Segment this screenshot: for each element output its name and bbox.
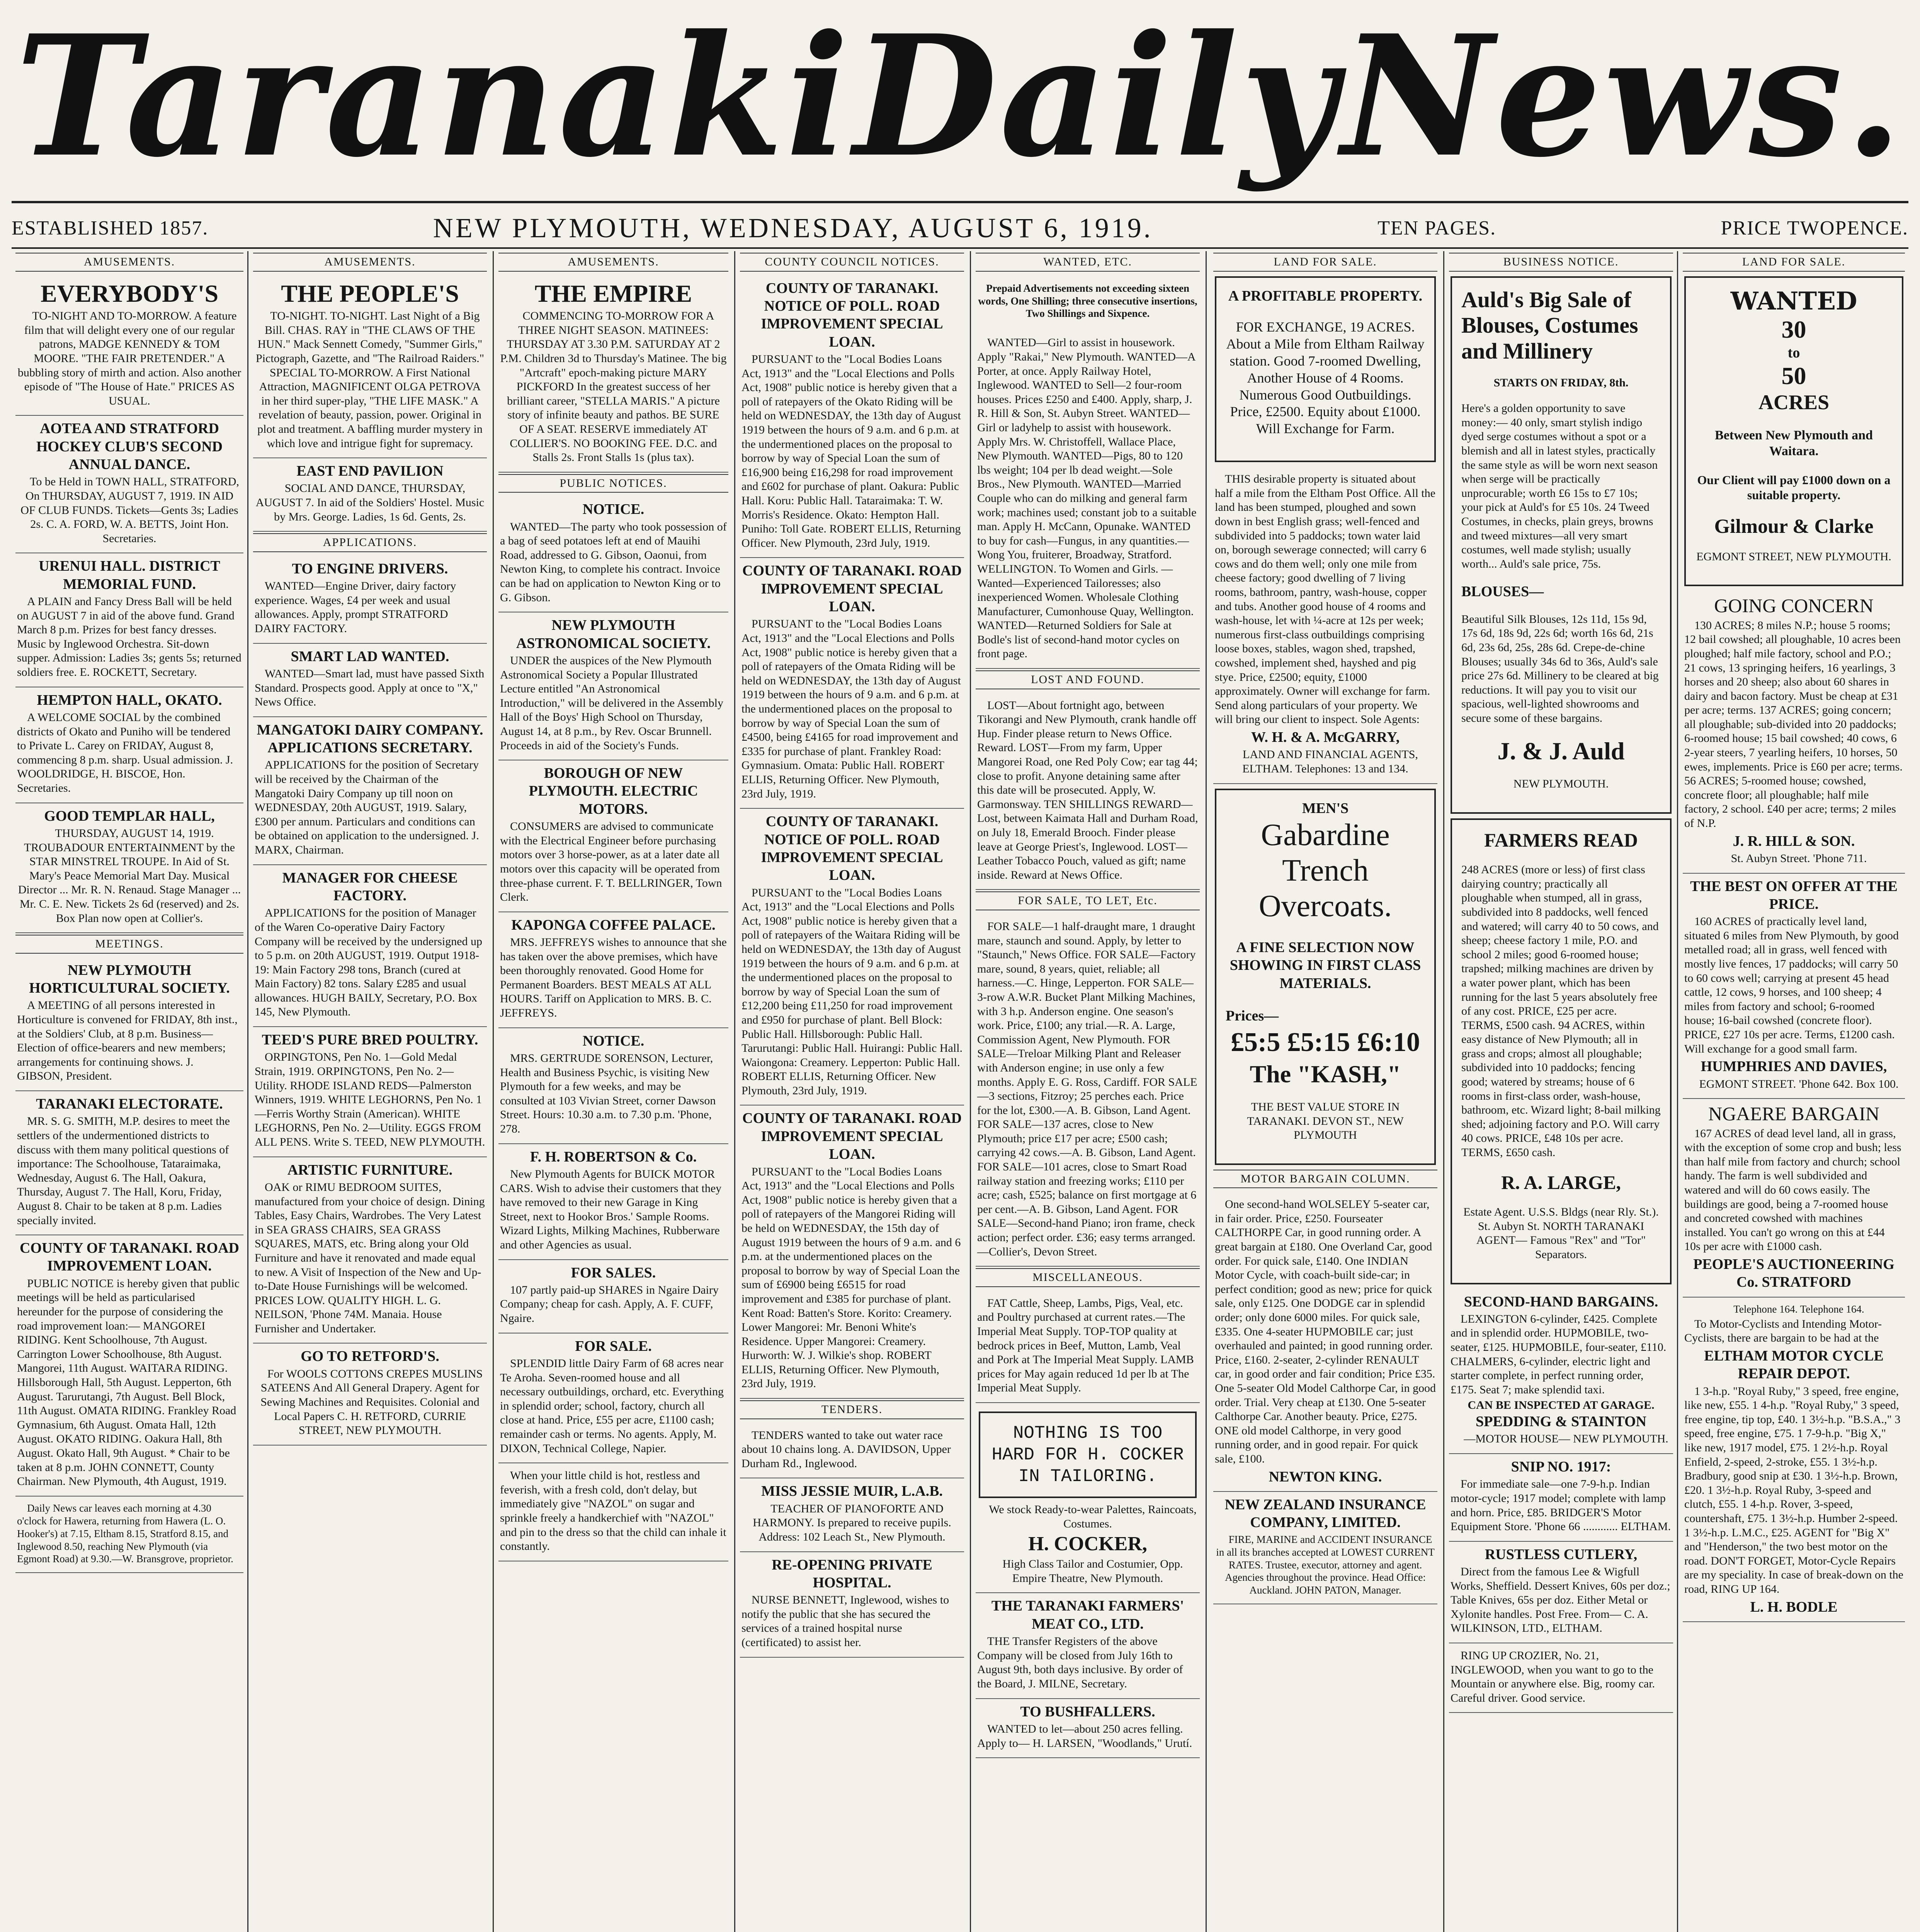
ad-body: A PLAIN and Fancy Dress Ball will be held on AUGUST 7 in aid of the above fund. Grand March 8 p.m. Prizes for best fancy dresses. Music by Inglewood Orchestra. Sit-down supper. Admission: Ladies 3s; gents 5s; returned soldiers free. E. ROCKETT, Secretary. <box>17 595 241 679</box>
ad-body: 167 ACRES of dead level land, all in grass, with the exception of some crop and bush; less than half mile from factory and church; school handy. The farm is well subdivided and watered and will do 60 cows easily. The buildings are good, being a 7-roomed house and concreted cowshed with machines installed. You can't go wrong on this at £44 10s per acre with £1000 cash. <box>1684 1127 1901 1253</box>
ad-motor-bargains <box>1213 1192 1437 1492</box>
ad-body: PURSUANT to the "Local Bodies Loans Act, 1913" and the "Local Elections and Polls Act, 1908" public notice is hereby given that a poll of ratepayers of the Waitara Riding will be held on WEDNESDAY, the 13th day of August 1919 between the hours of 9 a.m. and 6 p.m. at the undermentioned places on the proposal to borrow by way of Special Loan the sum of £12,200 being £11,250 for road improvement and £950 for purchase of plant. Bell Block: Public Hall. Hillsborough: Public Hall. Tarurutangi: Public Hall. Huirangi: Public Hall. Waiongona: Creamery. Lepperton: Public Hall. ROBERT ELLIS, Returning Officer. New Plymouth, 23rd July, 1919. <box>741 886 963 1097</box>
ad-title: COUNTY OF TARANAKI. NOTICE OF POLL. ROAD IMPROVEMENT SPECIAL LOAN. <box>761 280 943 350</box>
info-rule <box>12 247 1908 249</box>
ad-title: NOTICE. <box>582 501 645 518</box>
ad-body: FIRE, MARINE and ACCIDENT INSURANCE in all its branches accepted at LOWEST CURRENT RATES. Trustee, executor, attorney and agent. Agencies throughout the province. Head Office: Auckland. JOHN PATON, Manager. <box>1216 1533 1435 1596</box>
section-header: AMUSEMENTS. <box>253 253 487 272</box>
ad-insurance <box>1213 1492 1437 1604</box>
column-divider <box>734 251 735 1932</box>
section-header: LOST AND FOUND. <box>976 670 1200 689</box>
kash-prices: £5:5 £5:15 £6:10 <box>1231 1027 1420 1058</box>
section-header: TENDERS. <box>740 1400 964 1419</box>
ad-body: THE Transfer Registers of the above Company will be closed from July 16th to August 9th, both days inclusive. By order of the Board, J. MILNE, Secretary. <box>977 1635 1183 1690</box>
ad-electorate <box>15 1091 243 1235</box>
wanted-rates-note: Prepaid Advertisements not exceeding sixteen words, One Shilling; three consecutive insertions, Two Shillings and Sixpence. <box>978 282 1197 320</box>
wanted-title: WANTED <box>1730 286 1857 316</box>
page-count: TEN PAGES. <box>1378 217 1497 239</box>
column-divider <box>1206 251 1207 1932</box>
ad-body: UNDER the auspices of the New Plymouth Astronomical Society a Popular Illustrated Lecture entitled "An Astronomical Introduction," will be delivered in the Assembly Hall of the Boys' High School on Thursday, August 14, at 8 p.m., by Rev. Oscar Brunnell. Proceeds in aid of the Society's Funds. <box>500 654 723 752</box>
ad-seed-potatoes <box>498 497 728 612</box>
telephone: Telephone 164. Telephone 164. <box>1733 1303 1864 1315</box>
column-7 <box>1449 251 1673 1932</box>
ad-title: GO TO RETFORD'S. <box>301 1348 439 1365</box>
ad-jessie-muir <box>740 1478 964 1552</box>
ad-body: TO-NIGHT AND TO-MORROW. A feature film that will delight every one of our regular patrons, MADGE KENNEDY & TOM MOORE. "THE FAIR PRETENDER." A bubbling story of mirth and action. Also another episode of "The House of Hate." PRICES AS USUAL. <box>17 310 241 407</box>
masthead-rule <box>12 201 1908 203</box>
agent-name: NEWTON KING. <box>1269 1468 1382 1485</box>
ad-body: THURSDAY, AUGUST 14, 1919. TROUBADOUR ENTERTAINMENT by the STAR MINSTREL TROUPE. In Aid of St. Mary's Peace Memorial Mart Day. Musical Director ... Mr. R. N. Renaud. Stage Manager ... Mr. C. E. New. Tickets 2s 6d (reserved) and 2s. Box Plan now open at Collier's. <box>18 827 241 925</box>
issue-price: PRICE TWOPENCE. <box>1721 217 1908 239</box>
agent-name: HUMPHRIES AND DAVIES, <box>1701 1058 1887 1075</box>
column-divider <box>1443 251 1444 1932</box>
established: ESTABLISHED 1857. <box>12 217 209 239</box>
ad-body: PURSUANT to the "Local Bodies Loans Act, 1913" and the "Local Elections and Polls Act, 1908" public notice is hereby given that a poll of ratepayers of the Omata Riding will be held on WEDNESDAY, the 13th day of August 1919 between the hours of 9 a.m. and 6 p.m. at the undermentioned places on the proposal to borrow by way of Special Loan the sum of £4500, being £4165 for road improvement and £335 for purchase of plant. Frankley Road: Gymnasium. Omata: Public Hall. ROBERT ELLIS, Returning Officer. New Plymouth, 23rd July, 1919. <box>741 617 961 800</box>
ad-title: RE-OPENING PRIVATE HOSPITAL. <box>772 1556 932 1591</box>
notice-poll-omata <box>740 558 964 809</box>
kash-prices-label: Prices— <box>1226 1007 1279 1024</box>
column-divider <box>970 251 971 1932</box>
ad-title: Auld's Big Sale of Blouses, Costumes and Millinery <box>1461 287 1638 364</box>
ad-title: H. COCKER, <box>1028 1533 1147 1555</box>
ad-wanted-acres <box>1684 276 1903 587</box>
ad-farmers-read <box>1451 818 1672 1284</box>
ad-body: NURSE BENNETT, Inglewood, wishes to notify the public that she has secured the services of a trained hospital nurse (certificated) to assist her. <box>741 1594 949 1649</box>
ad-body: RING UP CROZIER, No. 21, INGLEWOOD, when you want to go to the Mountain or anywhere else. Big, roomy car. Careful driver. Good service. <box>1451 1649 1655 1704</box>
agent-name: J. R. HILL & SON. <box>1733 833 1855 849</box>
ad-title: MANGATOKI DAIRY COMPANY. APPLICATIONS SECRETARY. <box>257 721 483 756</box>
ad-title: TARANAKI ELECTORATE. <box>36 1095 223 1112</box>
wanted-50: 50 <box>1781 362 1806 390</box>
ad-cutlery <box>1449 1542 1673 1643</box>
ad-title: KAPONGA COFFEE PALACE. <box>511 917 716 933</box>
classified-lost <box>976 693 1200 890</box>
ad-body: 107 partly paid-up SHARES in Ngaire Dairy Company; cheap for cash. Apply, A. F. CUFF, Ngaire. <box>500 1283 719 1325</box>
kash-title: Gabardine Trench Overcoats. <box>1258 818 1392 923</box>
ad-private-hospital <box>740 1552 964 1658</box>
auld-start: STARTS ON FRIDAY, 8th. <box>1493 376 1629 389</box>
column-divider <box>247 251 248 1932</box>
ad-meat-co <box>976 1593 1200 1699</box>
ad-body: APPLICATIONS for the position of Manager of the Waren Co-operative Dairy Factory Company will be received by the undersigned up to 5 p.m. on 20th AUGUST, 1919. Output 1918-19: Main Factory 298 tons, Branch (cured at Main Factory) 82 tons. Salary £285 and usual allowances. HUGH BAILY, Secretary, P.O. Box 145, New Plymouth. <box>255 906 483 1019</box>
ad-body: PURSUANT to the "Local Bodies Loans Act, 1913" and the "Local Elections and Polls Act, 1908" public notice is hereby given that a poll of ratepayers of the Mangorei Riding will be held on WEDNESDAY, the 15th day of August 1919 between the hours of 9 a.m. and 6 p.m. at the undermentioned places on the proposal to borrow by way of Special Loan the sum of £6900 being £6515 for road improvement and £385 for purchase of plant. Kent Road: Batten's Store. Korito: Creamery. Lower Mangorei: Mr. Benoni White's Residence. Upper Mangorei: Creamery. Hurworth: W. J. Wilkie's shop. ROBERT ELLIS, Returning Officer. New Plymouth, 23rd July, 1919. <box>741 1165 961 1390</box>
section-header: LAND FOR SALE. <box>1683 253 1905 272</box>
ad-kash <box>1215 789 1436 1165</box>
ad-mangatoki <box>253 717 487 865</box>
ad-snip <box>1449 1454 1673 1542</box>
ad-title: EAST END PAVILION <box>296 463 444 480</box>
ad-body: 248 ACRES (more or less) of first class dairying country; practically all ploughable when stumped, all in grass, subdivided into 8 paddocks, well fenced and watered; will carry 40 to 50 cows, and sheep; cheese factory 1 mile, P.O. and school 2 miles; good 6-roomed house; trapshed; milking machines are driven by a water power plant, which has been running for the last 5 years absolutely free of any cost. PRICE, £25 per acre. TERMS, £500 cash. 94 ACRES, within easy distance of New Plymouth; all in grass and crops; almost all ploughable; subdivided into 10 paddocks; fencing good; watered by streams; house of 6 rooms in first-class order, wash-house, bathroom, etc. Wizard light; 8-bail milking shed; adjoining factory and P.O. Will carry 40 cows. PRICE, £48 10s per acre. TERMS, £650 cash. <box>1461 863 1661 1159</box>
kash-name: The "KASH," <box>1250 1060 1401 1088</box>
ad-cheese-factory <box>253 865 487 1027</box>
ad-peoples <box>253 276 487 459</box>
ad-second-hand <box>1449 1289 1673 1454</box>
ad-title: GOOD TEMPLAR HALL, <box>44 808 215 824</box>
agent-details: Estate Agent. U.S.S. Bldgs (near Rly. St.). St. Aubyn St. NORTH TARANAKI AGENT— Famous "Rex" and "Tor" Separators. <box>1463 1206 1659 1261</box>
wanted-acres: ACRES <box>1758 390 1830 414</box>
agent-name: Gilmour & Clarke <box>1714 515 1874 537</box>
section-header: APPLICATIONS. <box>253 533 487 552</box>
ad-eltham-motor <box>1683 1298 1905 1622</box>
section-header: PUBLIC NOTICES. <box>498 474 728 493</box>
notice-poll-mangorei <box>740 1105 964 1399</box>
ad-title: MISS JESSIE MUIR, L.A.B. <box>761 1483 943 1500</box>
column-divider <box>493 251 494 1932</box>
ad-title: THE EMPIRE <box>534 279 692 307</box>
ad-title: MANAGER FOR CHEESE FACTORY. <box>282 869 458 904</box>
ad-body: 1 3-h.p. "Royal Ruby," 3 speed, free engine, like new, £55. 1 4-h.p. "Royal Ruby," 3 speed, free engine, tip top, £40. 1 3½-h.p. "B.S.A.," 3 speed, free engine, £75. 1 7-9-h.p. "Big X," like new, 1917 model, £75. 1 2½-h.p. Royal Enfield, 2-speed, 2-stroke, £55. 1 3½-h.p. Bradbury, good snip at £30. 1 3½-h.p. Brown, £20. 1 3½-h.p. Royal Ruby, 3-speed and clutch, £55. 1 4-h.p. Rover, 3-speed, countershaft, £75. 1 3½-h.p. Humber 2-speed. 1 3½-h.p. L.M.C., £25. AGENT for "Big X" and "Henderson," the two best motor on the road. DON'T FORGET, Motor-Cycle Repairs are my speciality. In case of break-down on the road, RING UP 164. <box>1684 1384 1903 1595</box>
ad-profitable-property <box>1215 276 1436 463</box>
agent-address: St. Aubyn Street. 'Phone 711. <box>1731 852 1867 865</box>
kash-sub: THE BEST VALUE STORE IN TARANAKI. DEVON ST., NEW PLYMOUTH <box>1247 1100 1404 1142</box>
ad-title: TO ENGINE DRIVERS. <box>292 560 448 577</box>
ad-body: Direct from the famous Lee & Wigfull Works, Sheffield. Dessert Knives, 60s per doz.; Table Knives, 65s per doz. Either Metal or Xylonite handles. Post Free. From— C. A. WILKINSON, LTD., ELTHAM. <box>1451 1565 1670 1635</box>
ad-body: We stock Ready-to-wear Palettes, Raincoats, Costumes. <box>989 1503 1197 1530</box>
section-header: AMUSEMENTS. <box>498 253 728 272</box>
ad-going-concern <box>1683 591 1905 873</box>
ad-body: For immediate sale—one 7-9-h.p. Indian motor-cycle; 1917 model; complete with lamp and horn. Price, £85. BRIDGER'S Motor Equipment Store. 'Phone 66 ............ ELTHAM. <box>1451 1478 1671 1533</box>
section-header: MOTOR BARGAIN COLUMN. <box>1213 1170 1437 1189</box>
ad-shares <box>498 1260 728 1333</box>
masthead-word-2: Daily <box>853 0 1340 194</box>
ad-tenders <box>740 1423 964 1479</box>
masthead-word-1: Taranaki <box>15 0 852 194</box>
ad-title: COUNTY OF TARANAKI. NOTICE OF POLL. ROAD IMPROVEMENT SPECIAL LOAN. <box>761 813 943 884</box>
cocker-box: NOTHING IS TOO HARD FOR H. COCKER IN TAILORING. <box>979 1412 1197 1498</box>
ad-body: APPLICATIONS for the position of Secretary will be received by the Chairman of the Mangatoki Dairy Company up till noon on WEDNESDAY, 20th AUGUST, 1919. Salary, £300 per annum. Particulars and conditions can be obtained on application to the undersigned. J. MARX, Chairman. <box>255 759 479 857</box>
ad-title: URENUI HALL. DISTRICT MEMORIAL FUND. <box>39 558 220 592</box>
ad-title: SMART LAD WANTED. <box>291 648 449 665</box>
ad-engine-drivers <box>253 556 487 644</box>
section-header: MISCELLANEOUS. <box>976 1268 1200 1287</box>
ad-body: WANTED—Engine Driver, dairy factory experience. Wages, £4 per week and usual allowances. Apply, prompt STRATFORD DAIRY FACTORY. <box>255 580 456 635</box>
ad-auld-sale <box>1451 276 1672 814</box>
masthead-word-3: News. <box>1341 0 1905 194</box>
ad-title: AOTEA AND STRATFORD HOCKEY CLUB'S SECOND ANNUAL DANCE. <box>36 420 223 473</box>
agent-address: EGMONT STREET, NEW PLYMOUTH. <box>1696 550 1891 563</box>
ad-retford <box>253 1344 487 1445</box>
agent-address: EGMONT STREET. 'Phone 642. Box 100. <box>1699 1077 1899 1090</box>
ad-title: F. H. ROBERTSON & Co. <box>530 1148 697 1165</box>
ad-sub: High Class Tailor and Costumier, Opp. Empire Theatre, New Plymouth. <box>1002 1558 1183 1585</box>
ad-robertson <box>498 1144 728 1260</box>
ad-title: NGAERE BARGAIN <box>1708 1103 1880 1125</box>
ad-title: FOR SALES. <box>571 1264 656 1281</box>
ad-body: For WOOLS COTTONS CREPES MUSLINS SATEENS And All General Drapery. Agent for Sewing Machines and Requisites. Colonial and Local Papers C. H. RETFORD, CURRIE STREET, NEW PLYMOUTH. <box>260 1367 483 1437</box>
ad-body: To be Held in TOWN HALL, STRATFORD, On THURSDAY, AUGUST 7, 1919. IN AID OF CLUB FUNDS. Tickets—Gents 3s; Ladies 2s. C. A. FORD, W. A. BETTS, Joint Hon. Secretaries. <box>20 475 239 545</box>
column-3 <box>498 251 728 1932</box>
notice-poll-waitara <box>740 809 964 1105</box>
spedding-title: SPEDDING & STAINTON <box>1475 1413 1646 1430</box>
section-header: WANTED, ETC. <box>976 253 1200 272</box>
column-8 <box>1683 251 1905 1932</box>
ad-intro: To Motor-Cyclists and Intending Motor-Cyclists, there are bargain to be had at the <box>1684 1317 1882 1345</box>
ad-body: A WELCOME SOCIAL by the combined districts of Okato and Puniho will be tendered to Private L. Carey on FRIDAY, August 8, commencing 8 p.m. sharp. Usual admission. J. WOOLDRIDGE, H. BISCOE, Hon. Secretaries. <box>17 711 233 794</box>
ad-body: LEXINGTON 6-cylinder, £425. Complete and in splendid order. HUPMOBILE, two-seater, £125. HUPMOBILE, four-seater, £110. CHALMERS, 6-cylinder, electric light and starter complete, in perfect running order, £175. Seat 7; make splendid taxi. <box>1451 1312 1667 1396</box>
ad-road-loan <box>15 1235 243 1497</box>
ad-title: GOING CONCERN <box>1714 595 1874 617</box>
ad-body: THIS desirable property is situated about half a mile from the Eltham Post Office. All the land has been stumped, ploughed and sown down in best English grass; well-fenced and subdivided into 5 paddocks; town water laid on, borough sewerage connected; will carry 6 cows and do them well; only one mile from cheese factory; good dwelling of 7 living rooms, bathroom, pantry, wash-house, copper and tubs. Another good house of 4 rooms and wash-house, let with ¼-acre at 12s per week; numerous first-class outbuildings comprising loose boxes, stables, wagon shed, trapshed, cowshed, implement shed, hayshed and pig stye. Price, £2500; equity, £1000 approximately. Owner will exchange for farm. Send along particulars of your property. We will bring our client to inspect. Sole Agents: <box>1215 473 1435 726</box>
ad-body: A MEETING of all persons interested in Horticulture is convened for FRIDAY, 8th inst., at the Soldiers' Club, at 8 p.m. Business—Election of office-bearers and new members; arrangements for continuing shows. J. GIBSON, President. <box>17 999 238 1083</box>
info-bar <box>12 211 1908 245</box>
agent-details: LAND AND FINANCIAL AGENTS, ELTHAM. Telephones: 13 and 134. <box>1242 748 1418 775</box>
wanted-between: Between New Plymouth and Waitara. <box>1715 428 1873 459</box>
ad-body: When your little child is hot, restless and feverish, with a fresh cold, don't delay, but immediately give "NAZOL" on sugar and sprinkle freely a handkerchief with "NAZOL" and pin to the dress so that the child can inhale it constantly. <box>500 1469 726 1553</box>
ad-property-desc <box>1213 467 1437 784</box>
ad-body: OAK or RIMU BEDROOM SUITES, manufactured from your choice of design. Dining Tables, Easy Chairs, Wardrobes. The Very Latest in SEA GRASS CHAIRS, SEA GRASS SQUARES, MATS, etc. Bring along your Old Furniture and have it renovated and made equal to new. A Visit of Inspection of the New and Up-to-Date House Furnishings will be welcomed. PRICES LOW. QUALITY HIGH. L. G. NEILSON, 'Phone 74M. Manaia. House Furnisher and Undertaker. <box>255 1180 485 1335</box>
ad-title: NEW ZEALAND INSURANCE COMPANY, LIMITED. <box>1224 1496 1426 1531</box>
ad-title: FARMERS READ <box>1484 829 1638 851</box>
ad-body: TO-NIGHT. TO-NIGHT. Last Night of a Big Bill. CHAS. RAY in "THE CLAWS OF THE HUN." Mack Sennett Comedy, "Summer Girls," Pictograph, Gazette, and "The Railroad Raiders." SPECIAL TO-MORROW. A First National Attraction, MAGNIFICENT OLGA PETROVA in her third super-play, "THE LIFE MASK." A revelation of beauty, passion, power. Original in plot and treatment. A baffling murder mystery in which love and intrigue fight for supremacy. <box>256 310 484 450</box>
notice-poll-okato <box>740 276 964 558</box>
ad-title: TO BUSHFALLERS. <box>1020 1703 1155 1720</box>
ad-body: CONSUMERS are advised to communicate with the Electrical Engineer before purchasing motors over 3 horse-power, as at a later date all motors over this capacity will be operated from three-phase current. F. T. BELLRINGER, Town Clerk. <box>500 820 722 904</box>
ad-title: RUSTLESS CUTLERY, <box>1485 1546 1638 1563</box>
ad-horticultural <box>15 957 243 1091</box>
ad-furniture <box>253 1157 487 1344</box>
ad-body: COMMENCING TO-MORROW FOR A THREE NIGHT SEASON. MATINEES: THURSDAY AT 3.30 P.M. SATURDAY AT 2 P.M. Children 3d to Thursday's Matinee. The big "Artcraft" epoch-making picture MARY PICKFORD In the greatest success of her brilliant career, "STELLA MARIS." A picture story of infinite beauty and pathos. BE SURE OF A SEAT. RESERVE immediately AT COLLIER'S. NO BOOKING FEE. D.C. and Stalls 2s. Front Stalls 1s (plus tax). <box>500 310 727 464</box>
ad-title: SECOND-HAND BARGAINS. <box>1464 1293 1658 1310</box>
ad-title: NOTICE. <box>582 1032 645 1049</box>
column-5 <box>976 251 1200 1932</box>
ad-pavilion <box>253 458 487 532</box>
ad-nazol <box>498 1463 728 1561</box>
ad-body: 160 ACRES of practically level land, situated 6 miles from New Plymouth, by good metalled road; all in grass, well fenced with mostly live fences, 17 paddocks; will carry 50 to 60 cows well; carrying at present 45 head cattle, 12 cows, 9 horses, and 100 sheep; 4 miles from factory and school; 6-roomed house; 16-bail cowshed (concrete floor). PRICE, £27 10s per acre. Terms, £1200 cash. Will exchange for a good small farm. <box>1684 915 1899 1055</box>
agent-name: L. H. BODLE <box>1750 1599 1838 1615</box>
ad-body: MRS. GERTRUDE SORENSON, Lecturer, Health and Business Psychic, is visiting New Plymouth for a few weeks, and may be consulted at 103 Vivian Street, corner Dawson Street. Hours: 10.30 a.m. to 7.30 p.m. 'Phone, 278. <box>500 1052 716 1135</box>
ad-hempton <box>15 687 243 803</box>
ad-body: Here's a golden opportunity to save money:— 40 only, smart stylish indigo dyed serge costumes without a spot or a blemish and all in latest styles, practically the same style as will be worn next season when serge will be practically unprocurable; worth £6 15s to £7 10s; your pick at Auld's for £5 10s. 24 Tweed Costumes, in checks, plain greys, browns and tweed mixtures—all very smart costumes, well made stylish; usually worth... Auld's sale price, 75s. <box>1461 402 1658 570</box>
masthead <box>15 0 1905 194</box>
ad-title: NEW PLYMOUTH ASTRONOMICAL SOCIETY. <box>516 617 711 651</box>
ad-best-on-offer <box>1683 874 1905 1099</box>
ad-urenui <box>15 553 243 687</box>
ad-body: SPLENDID little Dairy Farm of 68 acres near Te Aroha. Seven-roomed house and all necessary outbuildings, orchard, etc. Everything in splendid order; school, factory, church all close at hand. Price, £55 per acre, £1100 cash; remainder cash or terms. No agents. Apply, M. DIXON, Technical College, Napier. <box>500 1357 724 1455</box>
classified-misc <box>976 1291 1200 1403</box>
section-header: BUSINESS NOTICE. <box>1449 253 1673 272</box>
ad-title: COUNTY OF TARANAKI. ROAD IMPROVEMENT SPECIAL LOAN. <box>742 1110 962 1163</box>
ad-title: THE PEOPLE'S <box>281 279 459 307</box>
agent-name: W. H. & A. McGARRY, <box>1251 729 1400 745</box>
ad-ngaere <box>1683 1099 1905 1298</box>
spedding-body: —MOTOR HOUSE— NEW PLYMOUTH. <box>1464 1432 1668 1446</box>
ad-body: WANTED to let—about 250 acres felling. Apply to— H. LARSEN, "Woodlands," Urutí. <box>977 1722 1192 1750</box>
ad-body: PURSUANT to the "Local Bodies Loans Act, 1913" and the "Local Elections and Polls Act, 1908" public notice is hereby given that a poll of ratepayers of the Okato Riding will be held on WEDNESDAY, the 13th day of August 1919 between the hours of 9 a.m. and 6 p.m. at the undermentioned places on the proposal to borrow by way of Special Loan the sum of £16,900 being £16,298 for road improvement and £602 for purchase of plant. Oakura: Public Hall. Koru: Public Hall. Tataraimaka: T. W. Morris's Residence. Okato: Hempton Hall. Puniho: Toll Gate. ROBERT ELLIS, Returning Officer. New Plymouth, 23rd July, 1919. <box>741 353 961 549</box>
blouses-title: BLOUSES— <box>1461 583 1544 600</box>
ad-body: MRS. JEFFREYS wishes to announce that she has taken over the above premises, which have been thoroughly renovated. Good Home for Permanent Boarders. BEST MEALS AT ALL HOURS. Tariff on Application to MRS. B. C. JEFFREYS. <box>500 936 727 1020</box>
ad-hockey-dance <box>15 416 243 553</box>
wanted-30: 30 <box>1781 316 1806 344</box>
ad-title: COUNTY OF TARANAKI. ROAD IMPROVEMENT LOAN. <box>20 1240 239 1274</box>
kash-body: A FINE SELECTION NOW SHOWING IN FIRST CLASS MATERIALS. <box>1230 939 1421 992</box>
section-header: MEETINGS. <box>15 935 243 954</box>
ad-title: EVERYBODY'S <box>40 279 219 307</box>
ad-title: ELTHAM MOTOR CYCLE REPAIR DEPOT. <box>1704 1347 1884 1382</box>
ad-kaponga <box>498 912 728 1028</box>
wanted-to: to <box>1787 344 1800 361</box>
ad-empire <box>498 276 728 473</box>
auld-name: J. & J. Auld <box>1497 737 1625 765</box>
classified-for-sale <box>976 914 1200 1267</box>
blouses-body: Beautiful Silk Blouses, 12s 11d, 15s 9d, 17s 6d, 18s 9d, 22s 6d; worth 16s 6d, 21s 6d, 23s 6d, 25s, 28s 6d. Crepe-de-chine Blouses; usually 34s 6d to 36s, Auld's sale price 27s 6d. Millinery to be cleared at big reductions. It will pay you to visit our spacious, well-lighted showrooms and secure some of these bargains. <box>1461 612 1659 724</box>
ad-body: MR. S. G. SMITH, M.P. desires to meet the settlers of the undermentioned districts to discuss with them many political questions of importance: The Schoolhouse, Tataraimaka, Wednesday, August 6. The Hall, Oakura, Thursday, August 7. The Hall, Koru, Friday, August 8. Chair to be taken at 8 p.m. Ladies specially invited. <box>17 1115 230 1227</box>
issue-date: NEW PLYMOUTH, WEDNESDAY, AUGUST 6, 1919. <box>433 212 1153 243</box>
ad-title: TEED'S PURE BRED POULTRY. <box>262 1032 478 1048</box>
ad-body: WANTED—The party who took possession of a bag of seed potatoes left at end of Mauihi Road, addressed to G. Gibson, Oaonui, from Newton King, to complete his contract. Invoice can be had on application to Newton King or to G. Gibson. <box>500 520 727 604</box>
ad-body: FOR SALE—1 half-draught mare, 1 draught mare, staunch and sound. Apply, by letter to "Staunch," News Office. FOR SALE—Factory mare, sound, 8 years, quiet, reliable; all harness.—C. Hinge, Lepperton. FOR SALE—3-row A.W.R. Bucket Plant Milking Machines, with 3 h.p. Anderson engine. One season's work. Price, £100; any trial.—R. A. Large, Commission Agent, New Plymouth. FOR SALE—Treloar Milking Plant and Releaser with Anderson engine; in use only a few months. Apply E. G. Ross, Cardiff. FOR SALE—3 sections, Fitzroy; 25 perches each. Price for the lot, £300.—A. B. Gibson, Land Agent. FOR SALE—137 acres, close to New Plymouth; price £17 per acre; £500 cash; carrying 42 cows.—A. B. Gibson, Land Agent. FOR SALE—101 acres, close to Smart Road railway station and freezing works; £110 per acre; cash, £525; balance on first mortgage at 6 per cent.—A. B. Gibson, Land Agent. FOR SALE—Second-hand Piano; iron frame, check action; perfect order. £36; easy terms arranged.—Collier's, Devon Street. <box>977 920 1197 1258</box>
ad-news-car <box>15 1497 243 1573</box>
column-4 <box>740 251 964 1932</box>
ad-dairy-farm <box>498 1333 728 1464</box>
ad-bushfallers <box>976 1699 1200 1759</box>
kash-mens: MEN'S <box>1302 800 1349 816</box>
ad-body: ORPINGTONS, Pen No. 1—Gold Medal Strain, 1919. ORPINGTONS, Pen No. 2—Utility. RHODE ISLAND REDS—Palmerston Winners, 1919. WHITE LEGHORNS, Pen No. 1—Ferris Worthy Strain (American). WHITE LEGHORNS, Pen No. 2—Utility. EGGS FROM ALL PENS. Write S. TEED, NEW PLYMOUTH. <box>255 1051 485 1148</box>
ad-body: 130 ACRES; 8 miles N.P.; house 5 rooms; 12 bail cowshed; all ploughable, 10 acres been ploughed; half mile factory, school and P.O.; 21 cows, 13 springing heifers, 16 yearlings, 3 horses and 20 sheep; also about 60 shares in dairy and bacon factory. Must be cheap at £31 per acre; terms. 137 ACRES; going concern; all ploughable; sub-divided into 20 paddocks; 6-roomed house; 15 bail cowshed; 40 cows, 6 2-year steers, 7 yearling heifers, 10 horses, 50 ewes, implements. Price is £60 per acre; terms. 56 ACRES; 5-roomed house; cowshed, concrete floor; all ploughable; half mile factory, 2 school. £40 per acre; terms; 2 miles of N.P. <box>1684 619 1903 830</box>
ad-sorenson <box>498 1028 728 1144</box>
ad-title: THE TARANAKI FARMERS' MEAT CO., LTD. <box>991 1598 1184 1632</box>
ad-title: HEMPTON HALL, OKATO. <box>37 692 222 708</box>
ad-body: One second-hand WOLSELEY 5-seater car, in fair order. Price, £250. Fourseater CALTHORPE Car, in good running order. A great bargain at £180. One Overland Car, good order. For quick sale, £140. One INDIAN Motor Cycle, with coach-built side-car; in perfect condition; good as new; price for quick sale, only £125. One DODGE car in splendid order; only done 6000 miles. For quick sale, £335. One 4-seater HUPMOBILE car; just overhauled and painted; in good running order. Price, £160. 2-seater, 2-cylinder RENAULT car, in good order and fair condition; Price £35. One 5-seater Old Model Calthorpe Car, in good order. Trial. Very cheap at £130. One 5-seater Calthorpe Car. Another beauty. Price, £275. ONE old model Calthorpe, in very good running order, and in good repair. For quick sale, £100. <box>1215 1198 1436 1465</box>
ad-title: BOROUGH OF NEW PLYMOUTH. ELECTRIC MOTORS. <box>529 765 698 817</box>
ad-body: TEACHER OF PIANOFORTE AND HARMONY. Is prepared to receive pupils. Address: 102 Leach St., New Plymouth. <box>753 1502 951 1543</box>
auld-addr: NEW PLYMOUTH. <box>1513 777 1609 791</box>
wanted-client: Our Client will pay £1000 down on a suitable property. <box>1697 473 1891 502</box>
column-divider <box>1677 251 1678 1932</box>
ad-crozier <box>1449 1643 1673 1713</box>
ad-cocker <box>976 1403 1200 1594</box>
column-2 <box>253 251 487 1932</box>
ad-body: PUBLIC NOTICE is hereby given that public meetings will be held as particularised hereunder for the purpose of considering the road improvement loan:— MANGOREI RIDING. Kent Schoolhouse, 7th August. Carrington Lower Schoolhouse, 8th August. Mangorei, 11th August. WAITARA RIDING. Hillsborough Hall, 5th August. Lepperton, 6th August. Tarurutangi, 7th August. Bell Block, 11th August. OMATA RIDING. Frankley Road Gymnasium, 6th August. Omata Hall, 12th August. OKATO RIDING. Oakura Hall, 8th August. Okato Hall, 9th August. * Chair to be taken at 8 p.m. JOHN CONNETT, County Chairman. New Plymouth, 4th August, 1919. <box>17 1277 240 1488</box>
ad-title: SNIP NO. 1917: <box>1511 1458 1611 1475</box>
agent-name: R. A. LARGE, <box>1501 1171 1621 1193</box>
ad-templar <box>15 803 243 934</box>
classified-wanted <box>976 330 1200 669</box>
ad-body: WANTED—Smart lad, must have passed Sixth Standard. Prospects good. Apply at once to "X," News Office. <box>255 667 485 709</box>
ad-smart-lad <box>253 644 487 717</box>
section-header: FOR SALE, TO LET, Etc. <box>976 891 1200 910</box>
section-header: AMUSEMENTS. <box>15 253 243 272</box>
ad-title: A PROFITABLE PROPERTY. <box>1228 287 1423 304</box>
garage-title: CAN BE INSPECTED AT GARAGE. <box>1468 1399 1655 1412</box>
ad-title: THE BEST ON OFFER AT THE PRICE. <box>1690 878 1898 912</box>
column-6 <box>1213 251 1437 1932</box>
ad-title: ARTISTIC FURNITURE. <box>287 1162 453 1178</box>
ad-body: WANTED—Girl to assist in housework. Apply "Rakai," New Plymouth. WANTED—A Porter, at once. Apply Railway Hotel, Inglewood. WANTED to Sell—2 four-room houses. Prices £250 and £400. Apply, sharp, J. R. Hill & Son, St. Aubyn Street. WANTED—Girl or ladyhelp to assist with housework. Apply Mrs. W. Christoffell, Wallace Place, New Plymouth. WANTED—Pigs, 80 to 120 lbs weight; 104 per lb dead weight.—Sole Bros., New Plymouth. WANTED—Married Couple who can do milking and general farm work; machines used; constant job to a suitable man. Apply H. McCann, Opunake. WANTED to buy for cash—Fungus, in any quantities.—Wong You, fruiterer, Broadway, Stratford. WELLINGTON. To Women and Girls. —Wanted—Experienced Tailoresses; also inexperienced Women. Wholesale Clothing Manufacturer, Cumonhouse Quay, Wellington. WANTED—Returned Soldiers for Sale at Bodle's list of second-hand motor cycles on front page. <box>977 336 1197 660</box>
ad-everybodys <box>15 276 243 416</box>
section-header: LAND FOR SALE. <box>1213 253 1437 272</box>
ad-poultry <box>253 1027 487 1157</box>
ad-body: FAT Cattle, Sheep, Lambs, Pigs, Veal, etc. and Poultry purchased at current rates.—The Imperial Meat Supply. TOP-TOP quality at bedrock prices in Beef, Mutton, Lamb, Veal and Pork at The Imperial Meat Supply. LAMB prices for May again reduced 1d per lb at The Imperial Meat Supply. <box>977 1296 1194 1395</box>
ad-body: New Plymouth Agents for BUICK MOTOR CARS. Wish to advise their customers that they have removed to their new Garage in King Street, next to Hookor Bros.' Sample Rooms. Wizard Lights, Milking Machines, Rubberware and other Agencies as usual. <box>500 1167 722 1251</box>
ad-title: NEW PLYMOUTH HORTICULTURAL SOCIETY. <box>29 962 230 997</box>
ad-body: FOR EXCHANGE, 19 ACRES. About a Mile from Eltham Railway station. Good 7-roomed Dwelling, Another House of 4 Rooms. Numerous Good Outbuildings. Price, £2500. Equity about £1000. Will Exchange for Farm. <box>1226 319 1425 437</box>
column-1 <box>15 251 243 1932</box>
section-header: COUNTY COUNCIL NOTICES. <box>740 253 964 272</box>
ad-electric-motors <box>498 760 728 912</box>
ad-astronomical <box>498 612 728 760</box>
ad-body: Daily News car leaves each morning at 4.30 o'clock for Hawera, returning from Hawera (L. O. Hooker's) at 7.15, Eltham 8.15, Stratford 8.15, and Inglewood 8.50, reaching New Plymouth (via Egmont Road) at 9.30.—W. Bransgrove, proprietor. <box>17 1502 233 1565</box>
ad-body: TENDERS wanted to take out water race about 10 chains long. A. DAVIDSON, Upper Durham Rd., Inglewood. <box>741 1429 951 1470</box>
ad-body: LOST—About fortnight ago, between Tikorangi and New Plymouth, crank handle off Hup. Finder please return to News Office. Reward. LOST—From my farm, Upper Mangorei Road, one Red Poly Cow; ear tag 44; close to profit. Anyone detaining same after this date will be prosecuted. Apply, W. Garmonsway. TEN SHILLINGS REWARD—Lost, between Kaimata Hall and Durham Road, on July 18, Emerald Brooch. Finder please leave at George Priest's, Inglewood. LOST—Leather Tobacco Pouch, valued as gift; name inside. Reward at News Office. <box>977 699 1198 881</box>
agent-name: PEOPLE'S AUCTIONEERING Co. STRATFORD <box>1693 1256 1894 1291</box>
ad-title: COUNTY OF TARANAKI. ROAD IMPROVEMENT SPECIAL LOAN. <box>742 563 962 615</box>
ad-title: FOR SALE. <box>575 1338 652 1354</box>
ad-body: SOCIAL AND DANCE, THURSDAY, AUGUST 7. In aid of the Soldiers' Hostel. Music by Mrs. George. Ladies, 1s 6d. Gents, 2s. <box>255 482 485 523</box>
